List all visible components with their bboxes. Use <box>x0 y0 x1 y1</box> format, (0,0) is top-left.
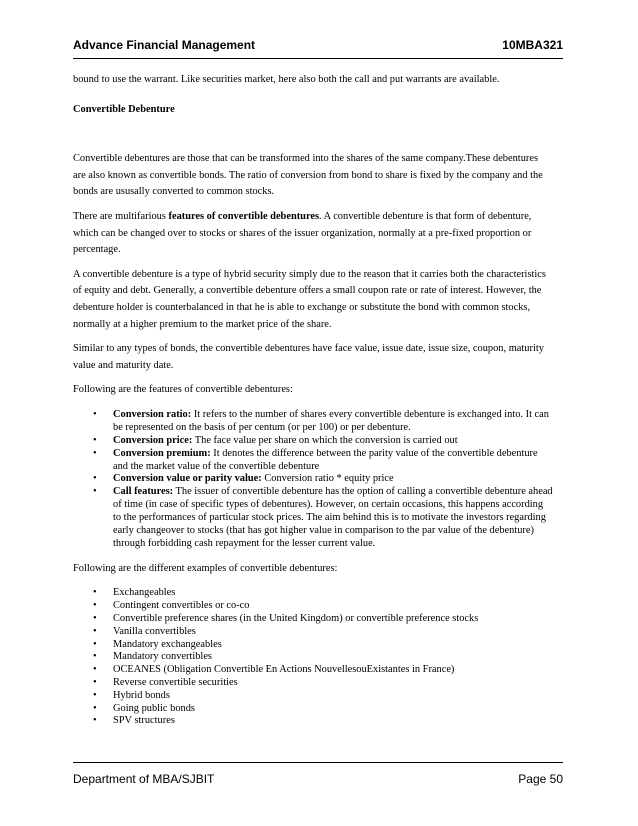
example-text: Mandatory exchangeables <box>113 638 222 650</box>
bullet-icon: • <box>93 638 97 650</box>
example-item <box>73 587 553 600</box>
example-text: OCEANES (Obligation Convertible En Actions NouvellesouExistantes in France) <box>113 664 455 676</box>
section-heading: Convertible Debenture <box>73 103 175 115</box>
example-text: SPV structures <box>113 715 175 727</box>
header-title: Advance Financial Management <box>73 38 256 52</box>
example-text: Vanilla convertibles <box>113 625 196 637</box>
bullet-icon: • <box>93 664 97 676</box>
feature-item <box>73 473 553 486</box>
bullet-icon: • <box>93 486 97 498</box>
feature-term: Call features: <box>113 486 174 498</box>
bullet-icon: • <box>93 689 97 701</box>
feature-term: Conversion price: <box>113 434 193 446</box>
features-list <box>73 409 553 551</box>
bullet-icon: • <box>93 702 97 714</box>
bullet-icon: • <box>93 715 97 727</box>
example-text: Going public bonds <box>113 702 195 714</box>
bullet-icon: • <box>93 625 97 637</box>
bullet-icon: • <box>93 434 97 446</box>
paragraph-definition: Convertible debentures are those that can be transformed into the shares of the same company.These debentures are also known as convertible bonds. The ratio of conversion from bond to share is fixed by the company and the bonds are ususally converted to common stocks. <box>73 153 543 198</box>
examples-list <box>73 587 553 728</box>
bullet-icon: • <box>93 677 97 689</box>
bullet-icon: • <box>93 408 97 420</box>
example-item <box>73 690 553 703</box>
examples-intro: Following are the different examples of convertible debentures: <box>73 562 338 574</box>
example-item <box>73 600 553 613</box>
feature-desc: Conversion ratio * equity price <box>261 473 394 485</box>
paragraph-bond-attributes: Similar to any types of bonds, the convertible debentures have face value, issue date, issue size, coupon, maturity value and maturity date. <box>73 343 544 371</box>
feature-item <box>73 409 553 435</box>
example-item <box>73 664 553 677</box>
bullet-icon: • <box>93 587 97 599</box>
example-item <box>73 677 553 690</box>
para2-pre: There are multifarious <box>73 210 169 222</box>
feature-item <box>73 448 553 474</box>
example-text: Reverse convertible securities <box>113 677 238 689</box>
paragraph-features-summary <box>73 209 553 259</box>
feature-item <box>73 486 553 551</box>
feature-desc: The issuer of convertible debenture has the option of calling a convertible debenture ahead of time (in case of specific types of debentures). However, on certain occasions, this happens according to the performances of particular stock prices. The aim behind this is to motivate the investors regarding early changeover to stocks (that has got higher value in comparison to the par value of the debenture) through forbidding cash repayment for the lesser current value. <box>113 486 553 549</box>
example-item <box>73 703 553 716</box>
example-item <box>73 613 553 626</box>
bullet-icon: • <box>93 473 97 485</box>
feature-desc: The face value per share on which the conversion is carried out <box>192 434 458 446</box>
example-item <box>73 626 553 639</box>
feature-term: Conversion premium: <box>113 447 211 459</box>
page-body <box>73 72 553 728</box>
feature-desc: It refers to the number of shares every convertible debenture is exchanged into. It can be represented on the basis of per centum (or per 100) or per debenture. <box>113 408 549 433</box>
para2-bold: features of convertible debentures <box>168 210 320 222</box>
para2-post: . A convertible debenture is that form of debenture, which can be changed over to stocks or shares of the issuer organization, normally at a pre-fixed proportion or percentage. <box>73 210 532 256</box>
feature-term: Conversion ratio: <box>113 408 192 420</box>
bullet-icon: • <box>93 651 97 663</box>
bullet-icon: • <box>93 613 97 625</box>
example-item <box>73 639 553 652</box>
features-intro: Following are the features of convertible debentures: <box>73 384 293 396</box>
footer-page-number: Page 50 <box>518 772 563 786</box>
example-text: Exchangeables <box>113 587 176 599</box>
intro-paragraph: bound to use the warrant. Like securities market, here also both the call and put warrants are available. <box>73 74 500 85</box>
header-course-code: 10MBA321 <box>502 38 563 52</box>
bullet-icon: • <box>93 447 97 459</box>
feature-item <box>73 435 553 448</box>
example-item <box>73 651 553 664</box>
example-text: Hybrid bonds <box>113 689 170 701</box>
bullet-icon: • <box>93 600 97 612</box>
example-text: Convertible preference shares (in the United Kingdom) or convertible preference stocks <box>113 613 479 625</box>
example-text: Contingent convertibles or co-co <box>113 600 250 612</box>
example-item <box>73 715 553 728</box>
page-footer <box>73 762 563 785</box>
example-text: Mandatory convertibles <box>113 651 212 663</box>
footer-department: Department of MBA/SJBIT <box>73 772 215 786</box>
feature-desc: It denotes the difference between the parity value of the convertible debenture and the market value of the convertible debenture <box>113 447 538 472</box>
feature-term: Conversion value or parity value: <box>113 473 262 485</box>
paragraph-hybrid-security: A convertible debenture is a type of hybrid security simply due to the reason that it carries both the characteristics of equity and debt. Generally, a convertible debenture offers a small coupon rate or rate of interest. However, the debenture holder is counterbalanced in that he is able to exchange or substitute the bond with common stocks, normally at a higher premium to the market price of the share. <box>73 268 546 330</box>
page-header <box>73 34 563 59</box>
